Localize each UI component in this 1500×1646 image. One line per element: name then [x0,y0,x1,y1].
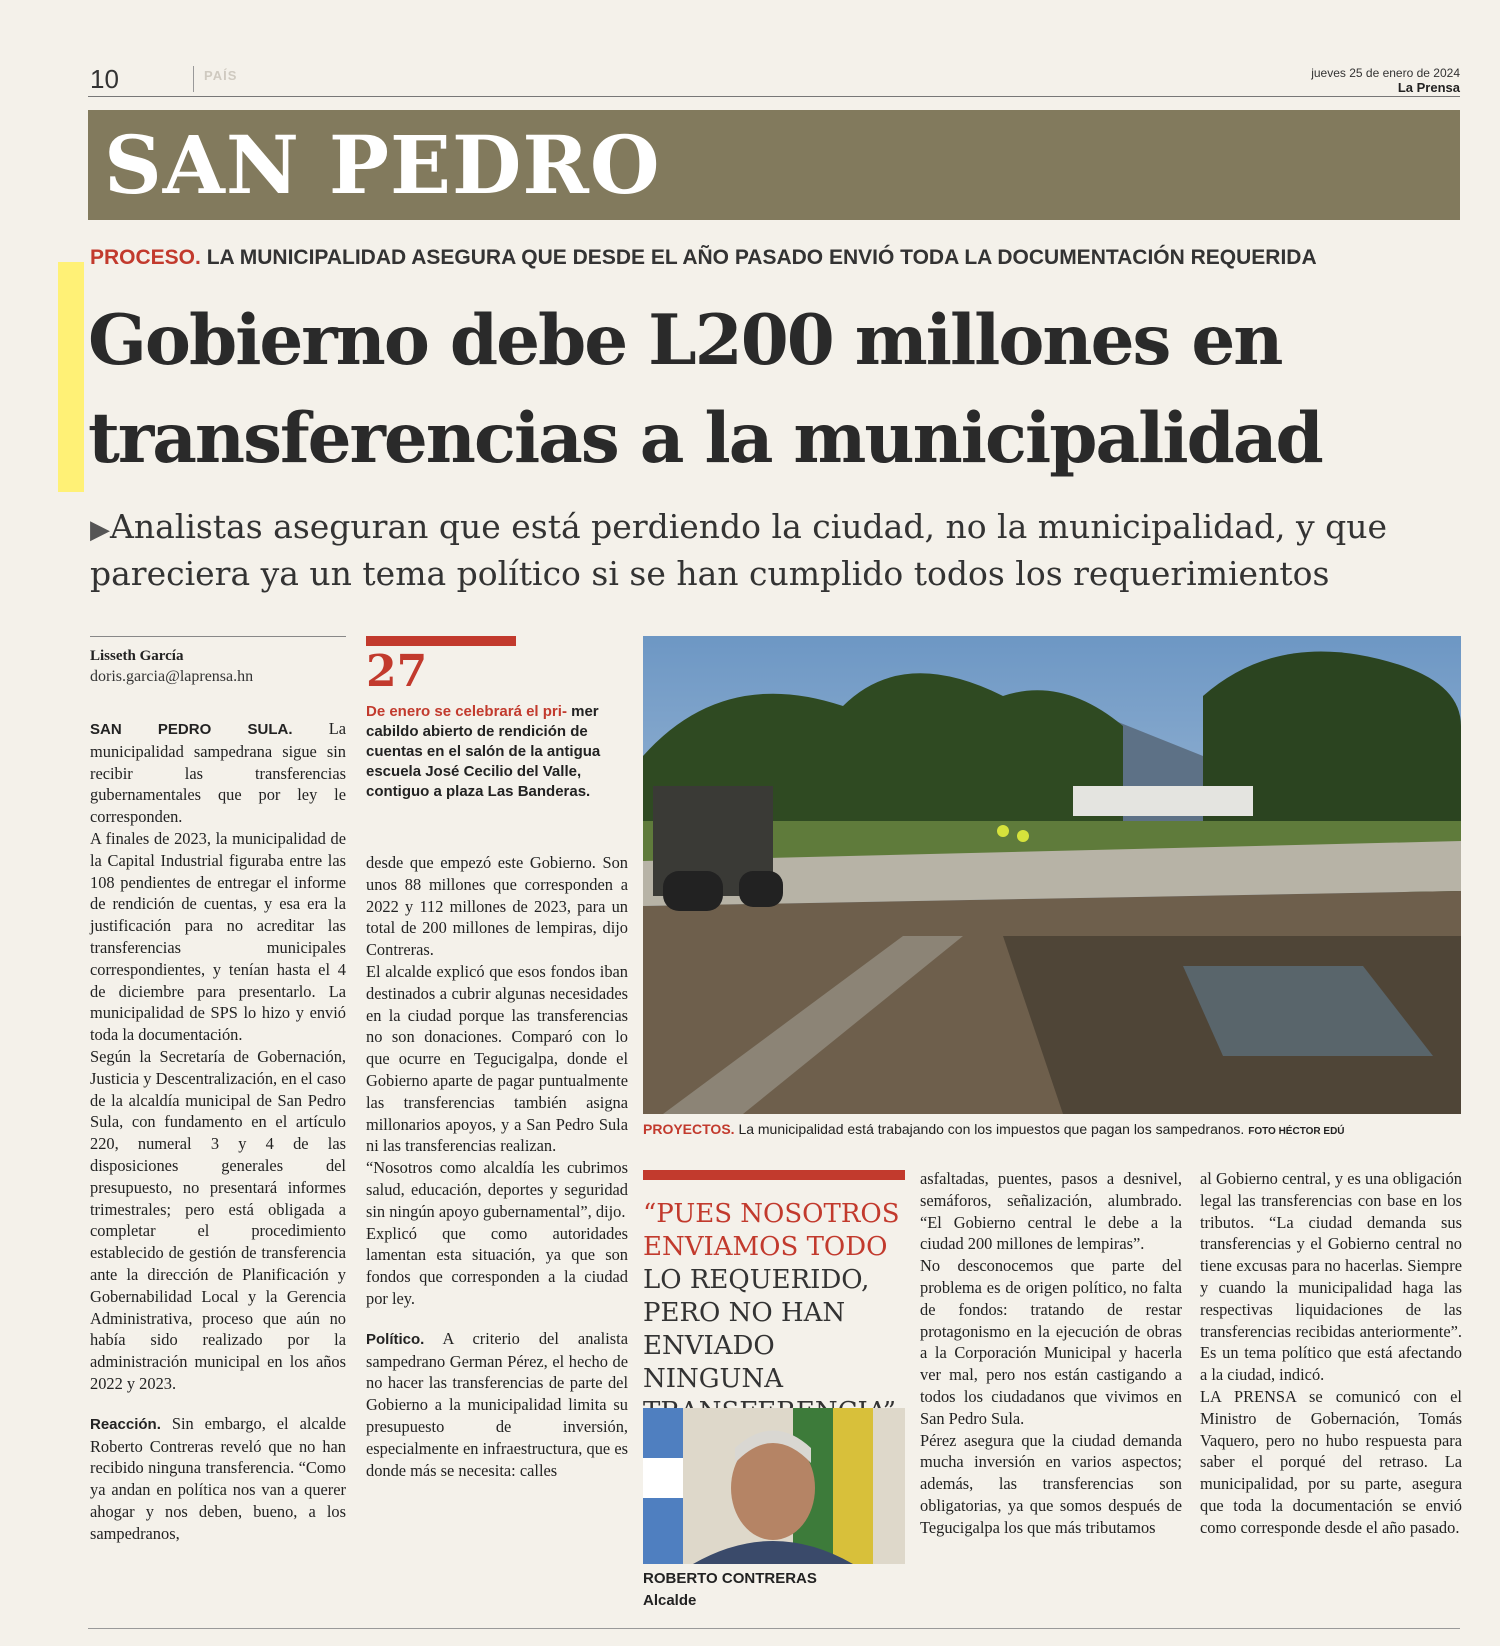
body-column-5 [1200,1168,1462,1539]
headline-line-1: Gobierno debe L200 millones en [88,300,1282,381]
quote-bar [643,1170,905,1180]
caption-label: PROYECTOS. [643,1121,735,1137]
paragraph: Explicó que como autoridades lamentan esta situación, ya que son fondos que corresponden a la ciudad por ley. [366,1223,628,1308]
portrait-name: ROBERTO CONTRERAS [643,1570,817,1587]
top-rule [88,96,1460,97]
paragraph: Según la Secretaría de Gobernación, Justicia y Descentralización, en el caso de la alcaldía municipal de San Pedro Sula, con fundamento en el artículo 220, numeral 3 y 4 de las disposiciones generales del presupuesto, no presentará informes trimestrales; pero está obligada a completar el procedimiento establecido de gestión de transferencia ante la dirección de Planificación y Gobernabilidad Local y la Gerencia Administrativa, proceso que aún no había sido realizado por la administración municipal en los años 2022 y 2023. [90,1046,346,1393]
paragraph-text: A criterio del analista sampedrano German Pérez, el hecho de no hacer las transferencias de parte del Gobierno a la municipalidad limita su presupuesto de inversión, especialmente en infraestructura, que es donde más se necesita: calles [366,1328,628,1480]
paragraph: LA PRENSA se comunicó con el Ministro de Gobernación, Tomás Vaquero, pero no hubo respuesta para saber el porqué del retraso. La municipalidad, por su parte, asegura que toda la documentación se envió como corresponde desde el año pasado. [1200,1386,1462,1537]
highlighter-mark [58,262,84,492]
paragraph-text: La municipalidad sampedrana sigue sin recibir las transferencias gubernamentales que por ley le corresponden. [90,719,346,827]
paragraph: No desconocemos que parte del problema es de origen político, no falta de fondos: tratando de restar protagonismo en la ejecución de obras a la Corporación Municipal y hacerla ver mal, pero nos están castigando a todos los ciudadanos que vivimos en San Pedro Sula. [920,1256,1182,1428]
paragraph: al Gobierno central, y es una obligación legal las transferencias con base en los tributos. “La ciudad demanda sus transferencias y el Gobierno central no tiene excusas para no hacerlas. Siempre y cuando la municipalidad haga las respectivas liquidaciones de las transferencias recibidas anteriormente”. Es un tema político que está afectando a la ciudad, indicó. [1200,1169,1462,1385]
pull-quote [643,1198,905,1429]
photo-credit: FOTO HÉCTOR EDÚ [1248,1126,1345,1137]
byline-name: Lisseth García [90,648,184,664]
lead-in: SAN PEDRO SULA. [90,721,293,738]
paragraph-text: Sin embargo, el alcalde Roberto Contreras reveló que no han recibido ninguna transferencia. “Como ya andan en política nos van a querer ahogar y nos deben, bueno, a los sampedranos, [90,1413,346,1543]
paragraph: desde que empezó este Gobierno. Son unos 88 millones que corresponden a 2022 y 112 millones de 2023, para un total de 200 millones de lempiras, dijo Contreras. [366,853,628,960]
pull-quote-red: “PUES NOSOTROS ENVIAMOS TODO [643,1199,900,1262]
photo-caption [643,1121,1461,1137]
construction-photo [643,636,1461,1114]
portrait-photo [643,1408,905,1564]
byline-email[interactable]: doris.garcia@laprensa.hn [90,668,254,685]
paragraph: El alcalde explicó que esos fondos iban destinados a cubrir algunas necesidades en la ciudad porque las transferencias no son donaciones. Comparó con lo que ocurre en Tegucigalpa, donde el Gobierno aparte de pagar puntualmente las transferencias también asigna millonarios apoyos, y a San Pedro Sula ni las transferencias realizan. [366,961,628,1156]
photo-illustration [643,636,1461,1114]
body-column-1 [90,718,346,1544]
portrait-illustration [643,1408,905,1564]
paragraph: A finales de 2023, la municipalidad de la Capital Industrial figuraba entre las 108 pendientes de entregar el informe de rendición de cuentas, y esa era la justificación para no acreditar las transferencias municipales correspondientes, y tenían hasta el 4 de diciembre para presentarlo. La municipalidad de SPS lo hizo y envió toda la documentación. [90,828,346,1045]
paragraph [90,718,346,828]
body-column-2 [366,852,628,1481]
headline [88,292,1478,488]
stat-bar [366,636,516,646]
stat-text-red: De enero se celebrará el pri- [366,703,567,720]
lead-in: Político. [366,1330,425,1348]
caption-text: La municipalidad está trabajando con los impuestos que pagan los sampedranos. [738,1121,1245,1137]
issue-date: jueves 25 de enero de 2024 [1311,66,1460,80]
byline-rule [90,636,346,637]
kicker [90,246,1317,270]
publication-name: La Prensa [1397,80,1460,95]
page-number: 10 [90,64,119,94]
pull-quote-text: LO REQUERIDO, PERO NO HAN ENVIADO NINGUNA [643,1265,870,1394]
folio-divider [193,66,194,92]
stat-text [366,702,628,802]
section-title: SAN PEDRO [104,118,661,212]
paragraph: Pérez asegura que la ciudad demanda mucha inversión en varios aspectos; además, las transferencias son obligatorias, ya que somos después de Tegucigalpa los que más tributamos [920,1430,1182,1537]
deck [90,505,1460,595]
deck-arrow-icon: ▶ [90,515,110,545]
headline-line-2: transferencias a la municipalidad [88,398,1322,479]
folio-section-ghost: PAÍS [204,68,238,83]
stat-text-body: mer cabildo abierto de rendición de cuentas en el salón de la antigua escuela José Cecilio del Valle, contiguo a plaza Las Banderas. [366,703,601,800]
paragraph: asfaltadas, puentes, pasos a desnivel, semáforos, señalización, alumbrado. “El Gobierno central le debe a la ciudad 200 millones de lempiras”. [920,1169,1182,1254]
paragraph [90,1413,346,1545]
stat-number: 27 [366,646,428,697]
body-column-4 [920,1168,1182,1539]
bottom-rule [88,1628,1460,1629]
lead-in: Reacción. [90,1415,161,1433]
paragraph: “Nosotros como alcaldía les cubrimos salud, educación, deportes y seguridad sin ningún apoyo gubernamental”, dijo. [366,1158,628,1221]
portrait-role: Alcalde [643,1592,697,1609]
deck-text: Analistas aseguran que está perdiendo la ciudad, no la municipalidad, y que pareciera ya un tema político si se han cumplido todos los requerimientos [90,507,1388,593]
kicker-label: PROCESO. [90,246,201,269]
paragraph [366,1328,628,1482]
kicker-text: LA MUNICIPALIDAD ASEGURA QUE DESDE EL AÑO PASADO ENVIÓ TODA LA DOCUMENTACIÓN REQUERIDA [206,246,1317,269]
